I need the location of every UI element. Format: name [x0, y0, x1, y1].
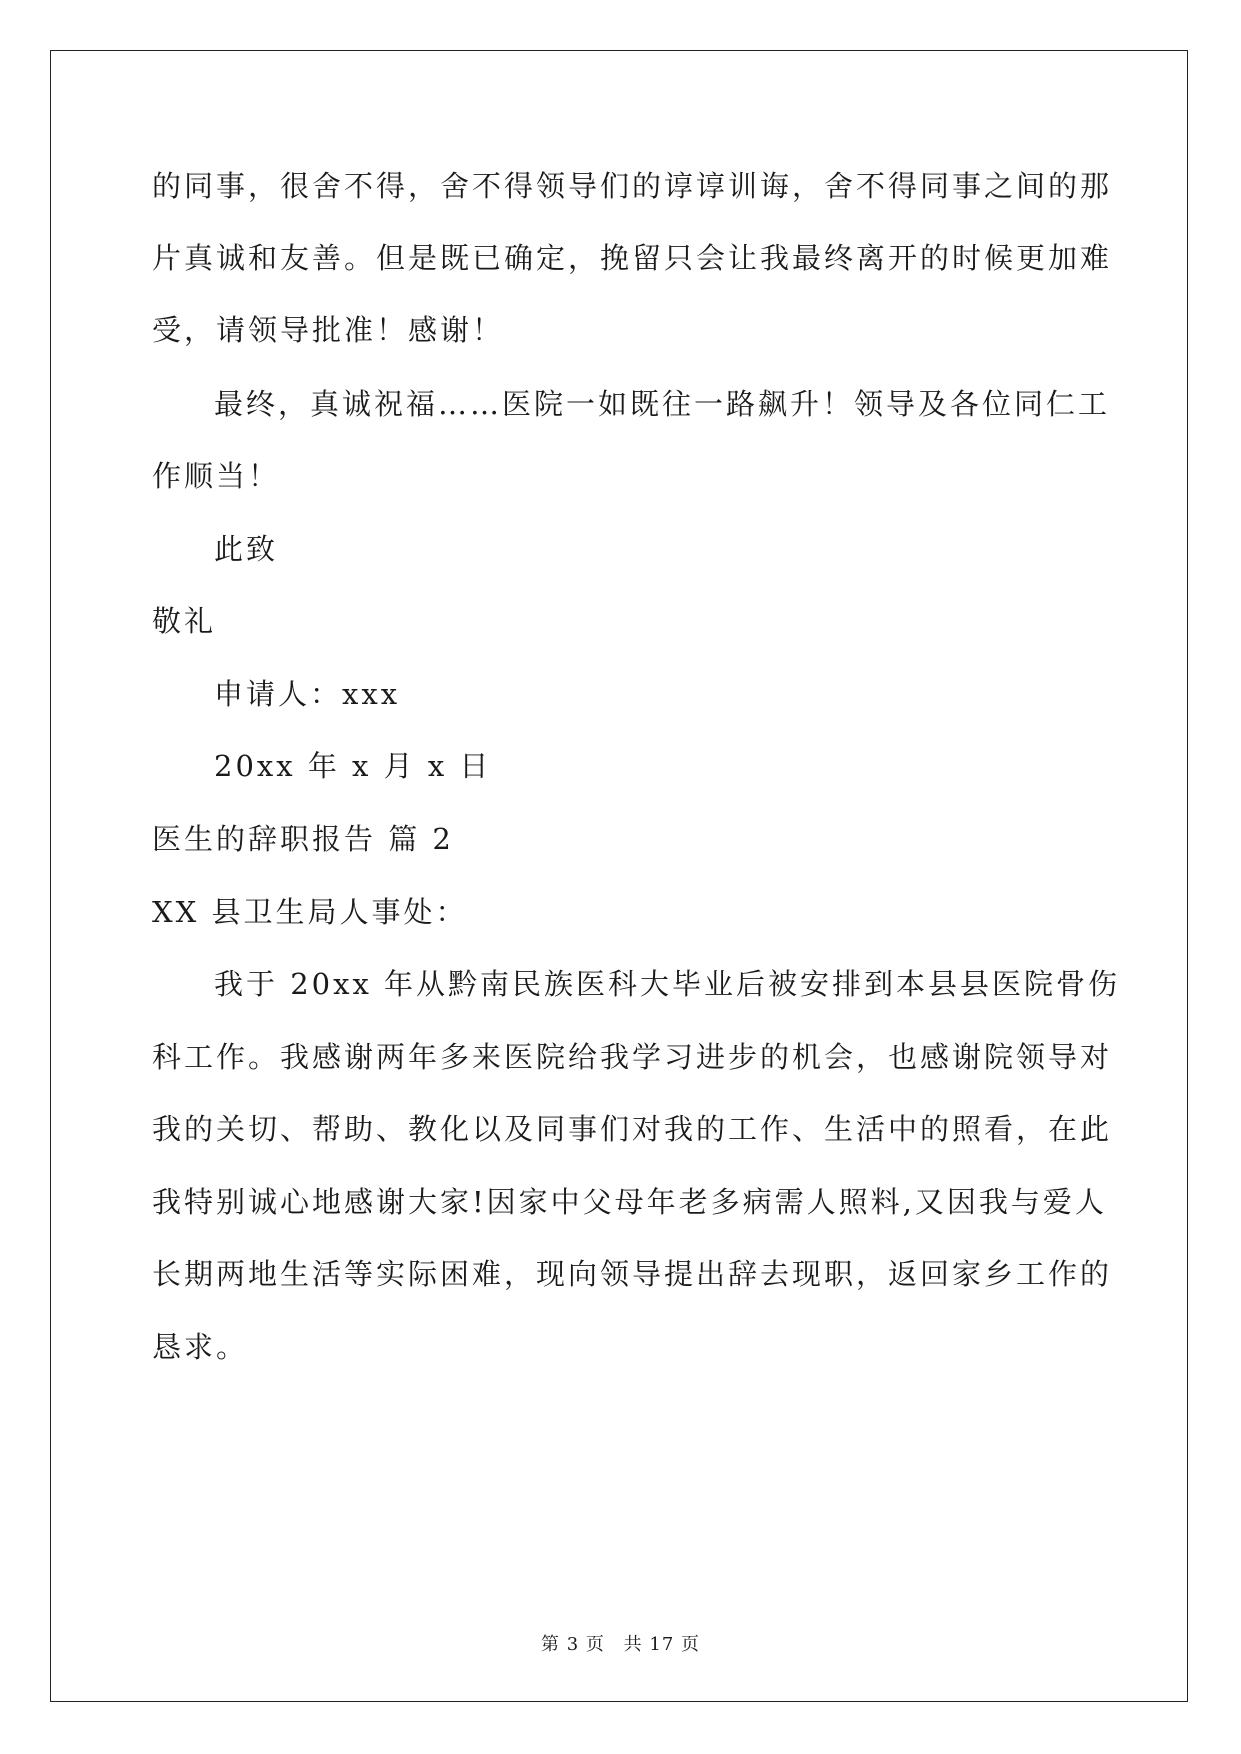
- body-line-4: 最终，真诚祝福……医院一如既往一路飙升！领导及各位同仁工: [214, 387, 1111, 421]
- section-heading: 医生的辞职报告 篇 2: [152, 822, 454, 856]
- date-line: 20xx 年 x 月 x 日: [214, 749, 492, 783]
- page-total: 共 17 页: [623, 1634, 700, 1655]
- closing-salutation: 此致: [214, 532, 279, 566]
- page-number: 第 3 页: [541, 1634, 605, 1655]
- body-line-9: 我特别诚心地感谢大家!因家中父母年老多病需人照料,又因我与爱人: [152, 1185, 1107, 1219]
- body-line-5: 作顺当！: [152, 459, 281, 493]
- body-line-2: 片真诚和友善。但是既已确定，挽留只会让我最终离开的时候更加难: [152, 241, 1113, 275]
- body-line-10: 长期两地生活等实际困难，现向领导提出辞去现职，返回家乡工作的: [152, 1257, 1113, 1291]
- applicant-line: 申请人：xxx: [214, 677, 401, 711]
- body-line-8: 我的关切、帮助、教化以及同事们对我的工作、生活中的照看，在此: [152, 1112, 1113, 1146]
- page-border: [50, 50, 1188, 1702]
- addressee-line: XX 县卫生局人事处：: [152, 895, 468, 929]
- body-line-11: 恳求。: [152, 1330, 249, 1364]
- body-line-1: 的同事，很舍不得，舍不得领导们的谆谆训诲，舍不得同事之间的那: [152, 169, 1113, 203]
- body-line-3: 受，请领导批准！感谢！: [152, 313, 505, 347]
- page-footer: [0, 1630, 1241, 1656]
- body-line-6: 我于 20xx 年从黔南民族医科大毕业后被安排到本县县医院骨伤: [214, 967, 1121, 1001]
- body-line-7: 科工作。我感谢两年多来医院给我学习进步的机会，也感谢院领导对: [152, 1040, 1113, 1074]
- closing-respect: 敬礼: [152, 604, 217, 638]
